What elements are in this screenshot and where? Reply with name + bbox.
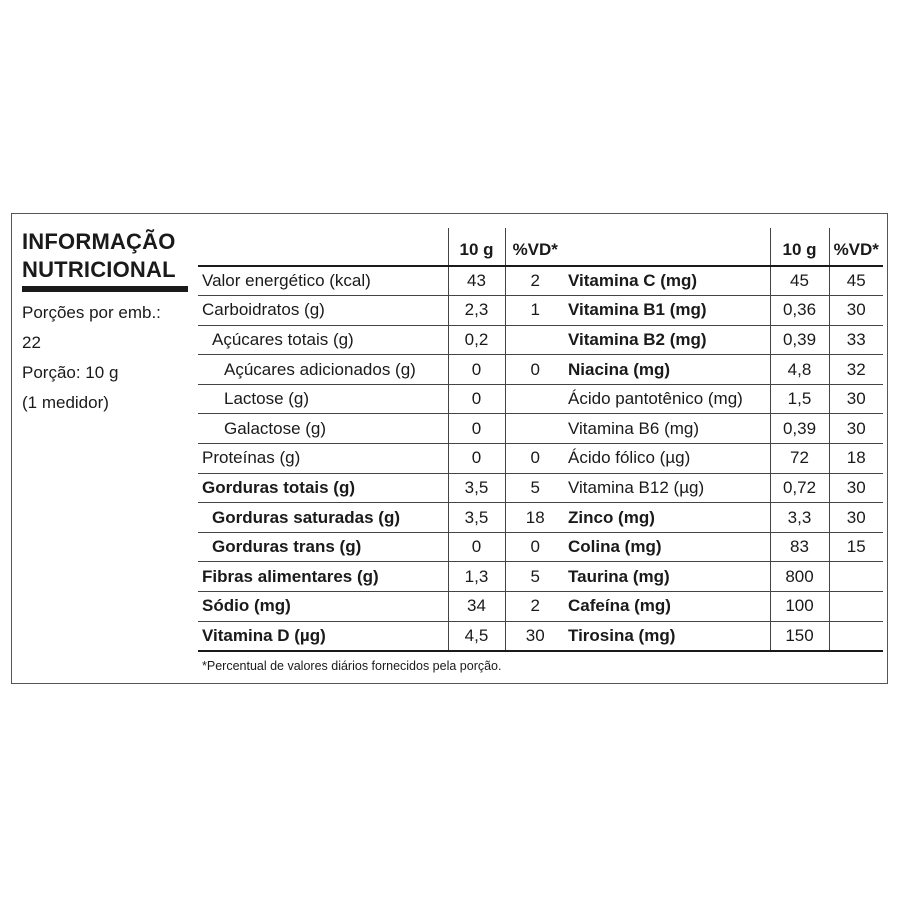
amount-value: 2,3 [448,296,505,326]
nutrient-name: Tirosina (mg) [564,621,770,651]
amount-column-header: 10 g [770,228,829,266]
dv-value: 5 [505,473,565,503]
nutrient-name: Niacina (mg) [564,355,770,385]
nutrient-name: Taurina (mg) [564,562,770,592]
portion-measure: (1 medidor) [22,393,109,412]
nutrient-name: Gorduras totais (g) [198,473,448,503]
servings-value: 22 [22,333,41,352]
nutrient-name: Vitamina D (µg) [198,621,448,651]
dv-column-header: %VD* [505,228,565,266]
nutrient-name: Sódio (mg) [198,592,448,622]
amount-value: 0,39 [770,414,829,444]
amount-value: 0 [448,532,505,562]
table-row [564,266,883,296]
amount-value: 45 [770,266,829,296]
nutrient-name: Lactose (g) [198,384,448,414]
dv-value: 0 [505,355,565,385]
dv-value: 30 [505,621,565,651]
table-row [198,532,565,562]
table-header-row [564,228,883,266]
nutrients-table-right [564,228,883,652]
amount-value: 0,36 [770,296,829,326]
nutrient-name: Zinco (mg) [564,503,770,533]
amount-value: 150 [770,621,829,651]
amount-value: 43 [448,266,505,296]
dv-value: 30 [829,473,883,503]
table-row [198,325,565,355]
dv-value: 0 [505,444,565,474]
amount-value: 0,72 [770,473,829,503]
amount-value: 4,5 [448,621,505,651]
dv-column-header: %VD* [829,228,883,266]
amount-value: 100 [770,592,829,622]
title-line-1: INFORMAÇÃO [22,229,176,254]
dv-value [505,414,565,444]
dv-value: 33 [829,325,883,355]
table-row [564,592,883,622]
table-row [198,266,565,296]
amount-value: 83 [770,532,829,562]
table-row [564,296,883,326]
nutrient-name: Vitamina B12 (µg) [564,473,770,503]
serving-info [22,298,188,418]
dv-value: 18 [829,444,883,474]
table-row [198,503,565,533]
dv-value: 15 [829,532,883,562]
nutrition-facts-label [11,213,888,684]
table-row [564,532,883,562]
label-header [22,228,188,418]
amount-value: 0,2 [448,325,505,355]
amount-value: 1,3 [448,562,505,592]
nutrient-name: Cafeína (mg) [564,592,770,622]
table-row [564,414,883,444]
nutrient-name: Vitamina B6 (mg) [564,414,770,444]
amount-value: 0 [448,444,505,474]
dv-value: 2 [505,592,565,622]
dv-value: 1 [505,296,565,326]
footnote: *Percentual de valores diários fornecidos pela porção. [202,659,502,673]
table-row [564,444,883,474]
dv-value [829,592,883,622]
table-row [198,444,565,474]
table-header-row [198,228,565,266]
nutrient-name: Fibras alimentares (g) [198,562,448,592]
table-row [564,562,883,592]
dv-value [829,621,883,651]
table-row [198,384,565,414]
amount-value: 0,39 [770,325,829,355]
table-row [198,621,565,651]
dv-value: 30 [829,503,883,533]
amount-value: 1,5 [770,384,829,414]
nutrient-name: Ácido pantotênico (mg) [564,384,770,414]
nutrient-name: Vitamina B2 (mg) [564,325,770,355]
amount-value: 3,3 [770,503,829,533]
amount-column-header: 10 g [448,228,505,266]
nutrient-name: Carboidratos (g) [198,296,448,326]
dv-value: 2 [505,266,565,296]
nutrient-name: Gorduras saturadas (g) [198,503,448,533]
nutrient-name: Gorduras trans (g) [198,532,448,562]
dv-value: 18 [505,503,565,533]
table-row [198,592,565,622]
dv-value: 45 [829,266,883,296]
table-row [564,384,883,414]
amount-value: 34 [448,592,505,622]
dv-value [505,384,565,414]
amount-value: 800 [770,562,829,592]
servings-label: Porções por emb.: [22,303,161,322]
table-row [564,325,883,355]
table-row [198,473,565,503]
nutrient-name: Vitamina C (mg) [564,266,770,296]
nutrient-name: Galactose (g) [198,414,448,444]
amount-value: 0 [448,355,505,385]
dv-value: 30 [829,296,883,326]
table-row [198,296,565,326]
title-rule [22,286,188,292]
nutrient-name: Colina (mg) [564,532,770,562]
nutrient-name: Açúcares adicionados (g) [198,355,448,385]
amount-value: 3,5 [448,503,505,533]
amount-value: 0 [448,384,505,414]
nutrient-name: Açúcares totais (g) [198,325,448,355]
table-row [198,355,565,385]
nutrient-name: Proteínas (g) [198,444,448,474]
table-row [564,355,883,385]
amount-value: 3,5 [448,473,505,503]
dv-value [829,562,883,592]
nutrient-name: Ácido fólico (µg) [564,444,770,474]
title-line-2: NUTRICIONAL [22,257,176,282]
table-row [564,621,883,651]
table-row [198,414,565,444]
amount-value: 4,8 [770,355,829,385]
dv-value: 32 [829,355,883,385]
nutrients-table-left [198,228,565,652]
dv-value: 0 [505,532,565,562]
table-row [564,503,883,533]
nutrient-name: Vitamina B1 (mg) [564,296,770,326]
dv-value [505,325,565,355]
dv-value: 30 [829,414,883,444]
portion-size: Porção: 10 g [22,363,119,382]
table-row [198,562,565,592]
table-row [564,473,883,503]
dv-value: 30 [829,384,883,414]
amount-value: 72 [770,444,829,474]
nutrient-name: Valor energético (kcal) [198,266,448,296]
amount-value: 0 [448,414,505,444]
dv-value: 5 [505,562,565,592]
